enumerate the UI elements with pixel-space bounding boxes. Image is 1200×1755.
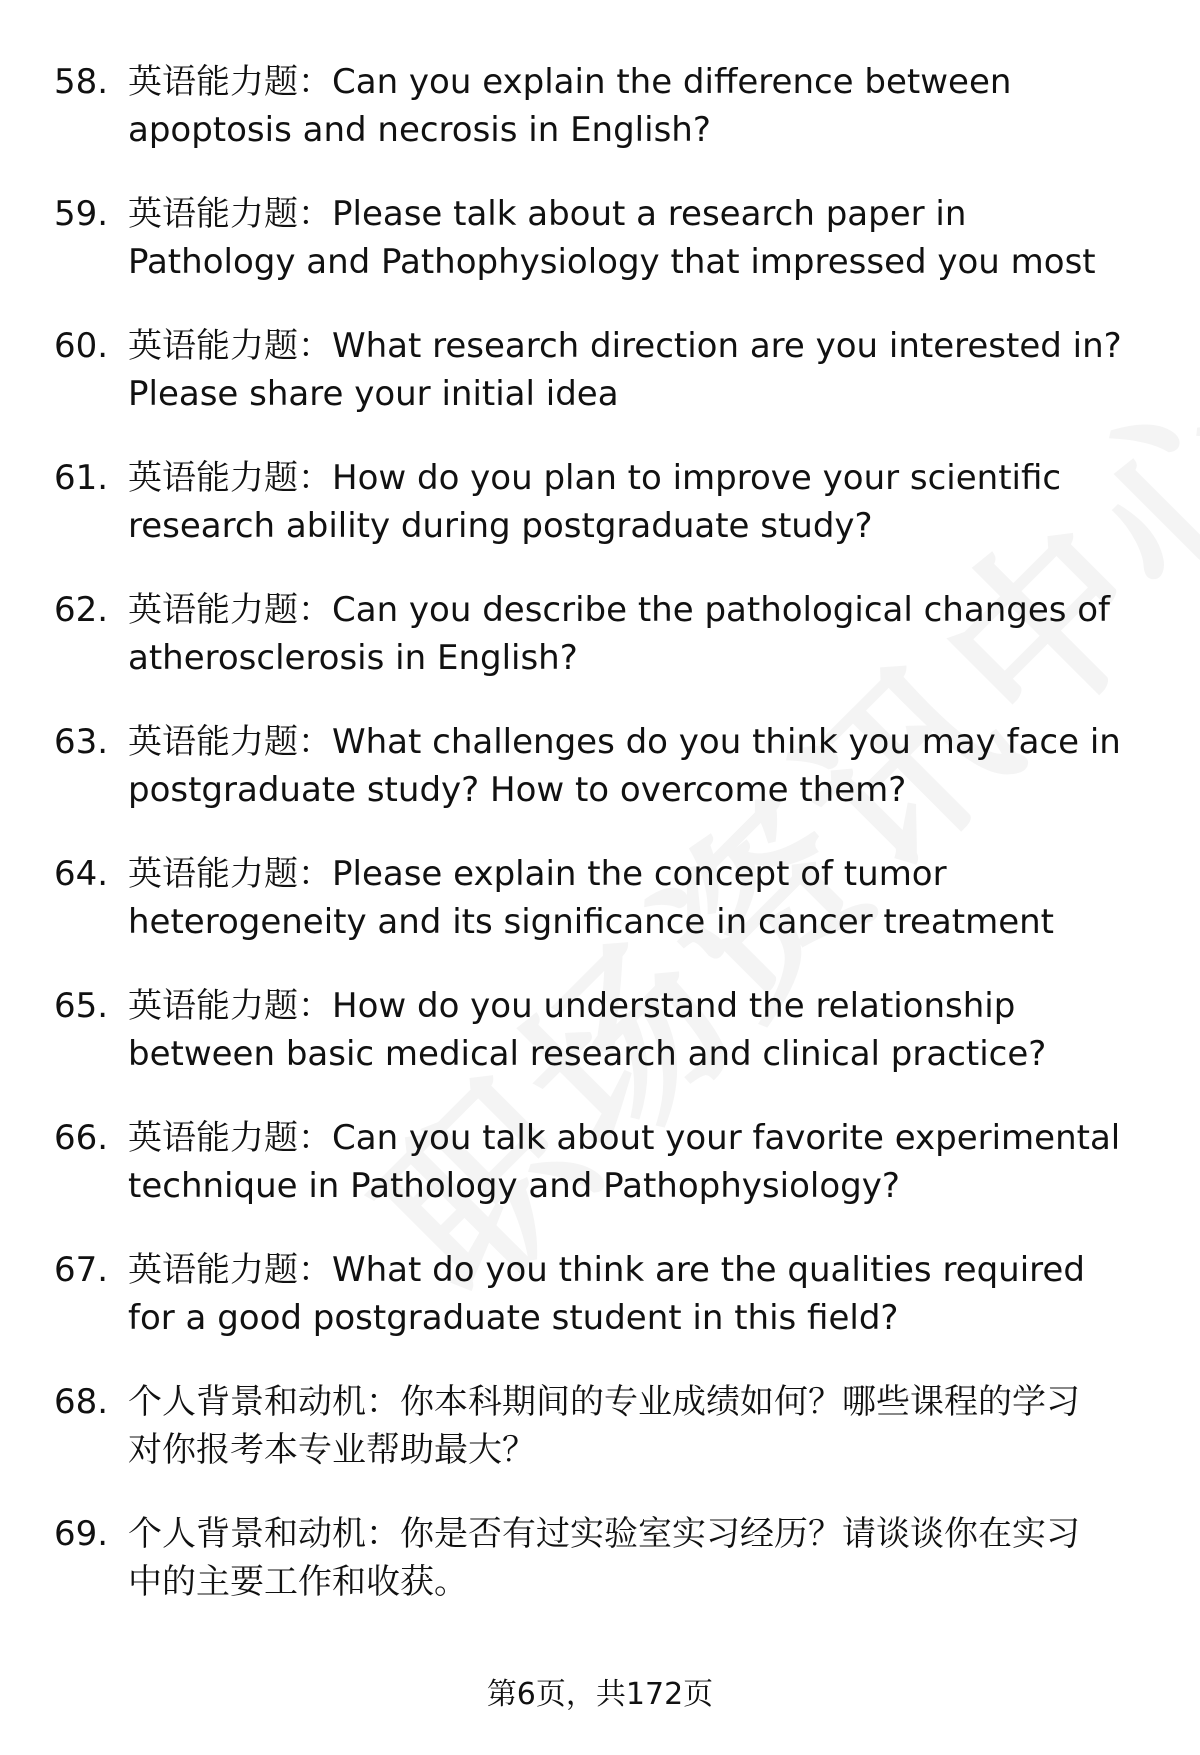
question-text [128,586,1148,682]
question-number: 69. [54,1514,109,1554]
question-text [128,718,1148,814]
question-line: 英语能力题：Can you explain the difference between [128,62,1012,102]
question-text [128,982,1148,1078]
question-item [0,190,1200,322]
question-text [128,454,1148,550]
question-line: between basic medical research and clinical practice? [128,1034,1047,1074]
question-item [0,58,1200,190]
question-item [0,1378,1200,1510]
question-line: 英语能力题：Can you talk about your favorite experimental [128,1118,1121,1158]
question-line: 中的主要工作和收获。 [128,1562,468,1602]
question-item [0,982,1200,1114]
question-line: 英语能力题：Please talk about a research paper in [128,194,967,234]
page-footer [0,1675,1200,1715]
question-text [128,1378,1148,1474]
question-line: 英语能力题：What challenges do you think you may face in [128,722,1121,762]
question-line: postgraduate study? How to overcome them? [128,770,907,810]
question-number: 68. [54,1382,109,1422]
question-number: 67. [54,1250,109,1290]
question-line: 英语能力题：How do you understand the relationship [128,986,1016,1026]
question-line: 对你报考本专业帮助最大？ [128,1430,536,1470]
question-line: Please share your initial idea [128,374,619,414]
question-item [0,1510,1200,1642]
question-item [0,454,1200,586]
question-item [0,586,1200,718]
question-line: technique in Pathology and Pathophysiology? [128,1166,900,1206]
question-line: heterogeneity and its significance in cancer treatment [128,902,1054,942]
question-item [0,1114,1200,1246]
question-line: 英语能力题：Can you describe the pathological changes of [128,590,1111,630]
question-number: 66. [54,1118,109,1158]
question-line: Pathology and Pathophysiology that impressed you most [128,242,1096,282]
question-text [128,190,1148,286]
question-line: 个人背景和动机：你是否有过实验室实习经历？请谈谈你在实习 [128,1514,1080,1554]
question-line: atherosclerosis in English? [128,638,578,678]
question-item [0,1246,1200,1378]
question-item [0,322,1200,454]
question-number: 61. [54,458,109,498]
page-number-label: 第6页，共172页 [486,1677,714,1712]
question-line: 个人背景和动机：你本科期间的专业成绩如何？哪些课程的学习 [128,1382,1080,1422]
question-number: 62. [54,590,109,630]
question-line: 英语能力题：What do you think are the qualities required [128,1250,1085,1290]
question-item [0,718,1200,850]
question-text [128,850,1148,946]
question-number: 64. [54,854,109,894]
question-line: 英语能力题：How do you plan to improve your scientific [128,458,1062,498]
question-number: 65. [54,986,109,1026]
question-number: 63. [54,722,109,762]
question-text [128,322,1148,418]
question-number: 58. [54,62,109,102]
question-text [128,1510,1148,1606]
question-item [0,850,1200,982]
question-text [128,1114,1148,1210]
question-line: for a good postgraduate student in this field? [128,1298,899,1338]
question-number: 59. [54,194,109,234]
question-list [0,58,1200,1642]
question-line: 英语能力题：Please explain the concept of tumor [128,854,947,894]
question-text [128,58,1148,154]
question-number: 60. [54,326,109,366]
question-line: 英语能力题：What research direction are you interested in? [128,326,1122,366]
question-text [128,1246,1148,1342]
question-line: research ability during postgraduate study? [128,506,873,546]
question-line: apoptosis and necrosis in English? [128,110,711,150]
